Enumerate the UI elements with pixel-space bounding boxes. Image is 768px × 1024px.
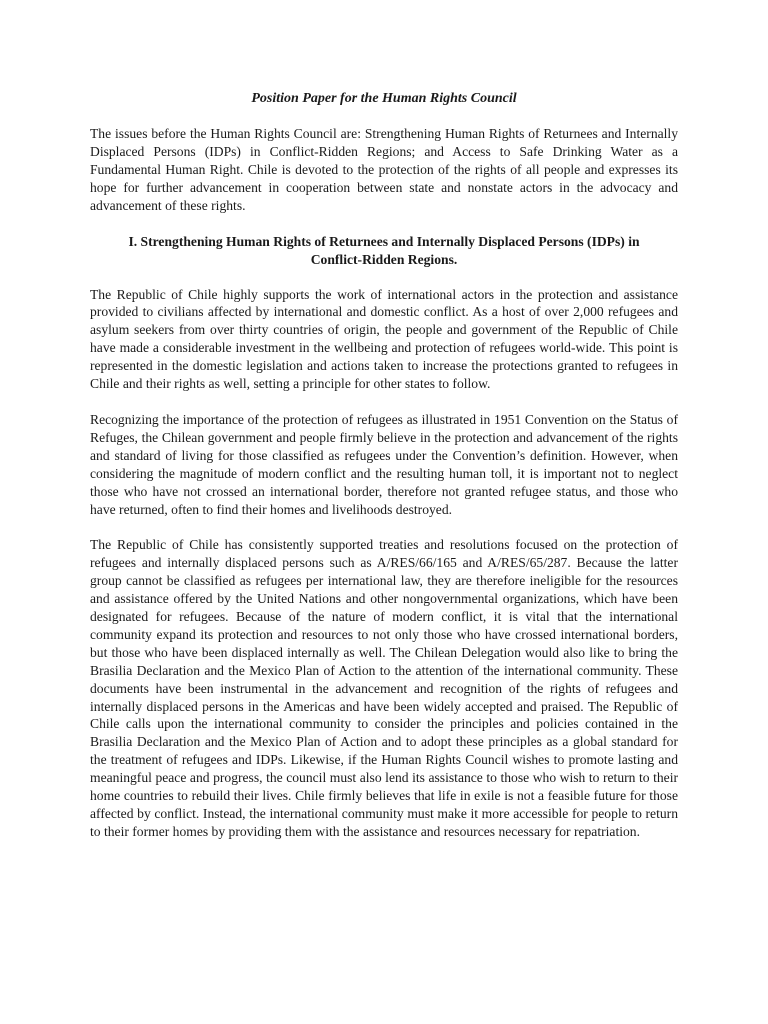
section-heading-line-2: Conflict-Ridden Regions.: [310, 251, 458, 267]
body-paragraph-2: Recognizing the importance of the protection of refugees as illustrated in 1951 Convention on the Status of Refuges, the Chilean government and people firmly believe in the protection and advancement of the rights and standard of living for those classified as refugees under the Convention’s definition. However, when considering the magnitude of modern conflict and the resulting human toll, it is important not to neglect those who have not crossed an international border, therefore not granted refugee status, and those who have returned, often to find their homes and livelihoods destroyed.: [90, 411, 678, 517]
document-title: Position Paper for the Human Rights Council: [251, 91, 517, 106]
section-heading: [90, 233, 678, 269]
body-paragraph-3: The Republic of Chile has consistently supported treaties and resolutions focused on the protection of refugees and internally displaced persons such as A/RES/66/165 and A/RES/65/287. Because the latter group cannot be classified as refugees per international law, they are therefore ineligible for the resources and assistance offered by the United Nations and other nongovernmental organizations, which have been designated for refugees. Because of the nature of modern conflict, it is vital that the international community expand its protection and resources to not only those who have crossed international borders, but those who have been displaced internally as well. The Chilean Delegation would also like to bring the Brasilia Declaration and the Mexico Plan of Action to the attention of the international community. These documents have been instrumental in the advancement and recognition of the rights of refugees and internally displaced persons in the Americas and have been widely accepted and praised. The Republic of Chile calls upon the international community to consider the principles and policies contained in the Brasilia Declaration and the Mexico Plan of Action and to adopt these principles as a global standard for the treatment of refugees and IDPs. Likewise, if the Human Rights Council wishes to promote lasting and meaningful peace and progress, the council must also lend its assistance to those who wish to return to their home countries to rebuild their lives. Chile firmly believes that life in exile is not a feasible future for those affected by conflict. Instead, the international community must make it more accessible for people to return to their former homes by providing them with the assistance and resources necessary for repatriation.: [90, 537, 678, 839]
intro-paragraph: The issues before the Human Rights Council are: Strengthening Human Rights of Returnees and Internally Displaced Persons (IDPs) in Conflict-Ridden Regions; and Access to Safe Drinking Water as a Fundamental Human Right. Chile is devoted to the protection of the rights of all people and expresses its hope for further advancement in cooperation between state and nonstate actors in the advocacy and advancement of these rights.: [90, 126, 678, 213]
document-page: [90, 90, 678, 841]
body-paragraph-1: The Republic of Chile highly supports the work of international actors in the protection and assistance provided to civilians affected by international and domestic conflict. As a host of over 2,000 refugees and asylum seekers from over thirty countries of origin, the people and government of the Republic of Chile have made a considerable investment in the wellbeing and protection of refugees world-wide. This point is represented in the domestic legislation and actions taken to increase the protections granted to refugees in Chile and their rights as well, setting a principle for other states to follow.: [90, 286, 678, 392]
section-heading-line-1: I. Strengthening Human Rights of Returnees and Internally Displaced Persons (IDPs) in: [128, 233, 640, 249]
